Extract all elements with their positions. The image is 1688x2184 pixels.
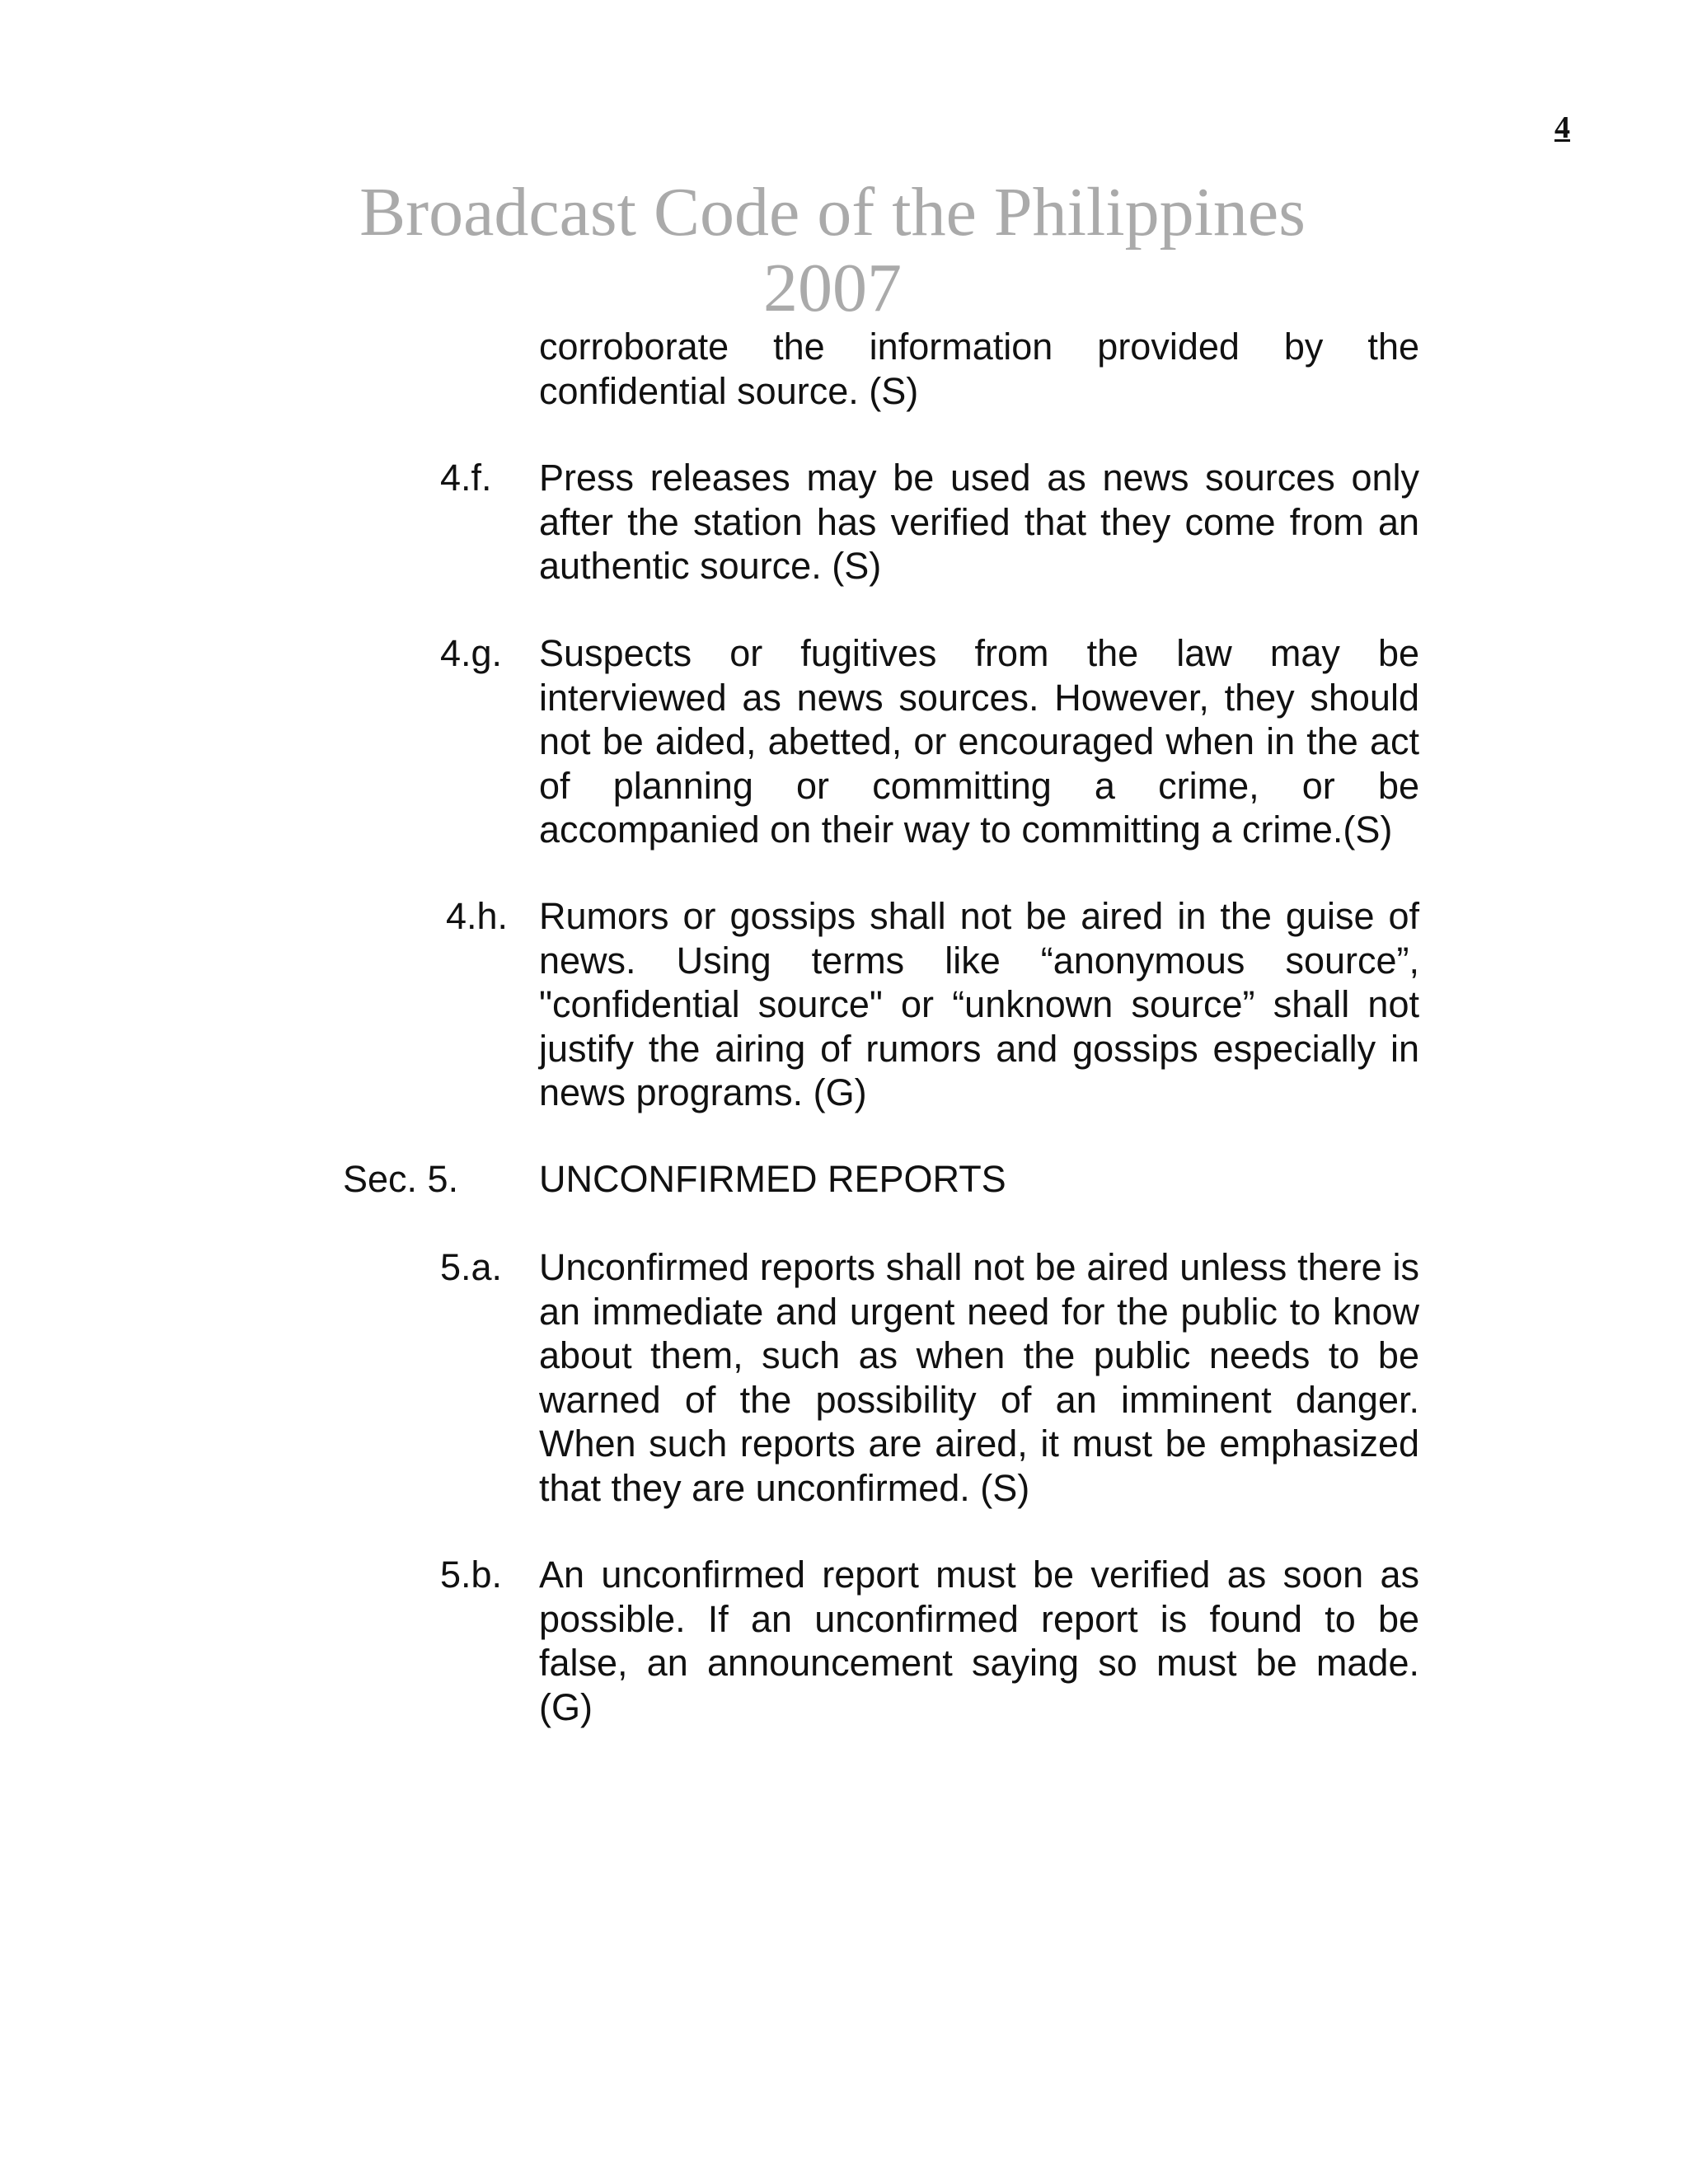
item-number-5a: 5.a.: [440, 1246, 503, 1288]
section-title: UNCONFIRMED REPORTS: [539, 1158, 1006, 1200]
item-number-4h: 4.h.: [446, 895, 509, 937]
item-number-4g: 4.g.: [440, 632, 503, 674]
item-text-4h: Rumors or gossips shall not be aired in the guise of news. Using terms like “anonymous source”, "confidential source" or “unknown source” shall not justify the airing of rumors and gossips especially in news programs. (G): [539, 895, 1419, 1113]
watermark-title: Broadcast Code of the Philippines: [359, 174, 1306, 251]
page-number: 4: [1554, 110, 1570, 145]
item-text-5b: An unconfirmed report must be verified as soon as possible. If an unconfirmed report is found to be false, an announcement saying so must be made. (G): [539, 1554, 1419, 1728]
item-text-4f: Press releases may be used as news sources only after the station has verified that they come from an authentic source. (S): [539, 457, 1419, 587]
item-number-5b: 5.b.: [440, 1554, 503, 1596]
item-text-4g: Suspects or fugitives from the law may be interviewed as news sources. However, they should not be aided, abetted, or encouraged when in the act of planning or committing a crime, or be accompanied on their way to committing a crime.(S): [539, 632, 1419, 851]
watermark-year: 2007: [763, 250, 902, 326]
section-label: Sec. 5.: [343, 1158, 459, 1200]
continuation-paragraph: corroborate the information provided by the confidential source. (S): [539, 326, 1419, 412]
item-number-4f: 4.f.: [440, 457, 492, 499]
item-text-5a: Unconfirmed reports shall not be aired unless there is an immediate and urgent need for the public to know about them, such as when the public needs to be warned of the possibility of an imminent danger. When such reports are aired, it must be emphasized that they are unconfirmed. (S): [539, 1246, 1419, 1509]
